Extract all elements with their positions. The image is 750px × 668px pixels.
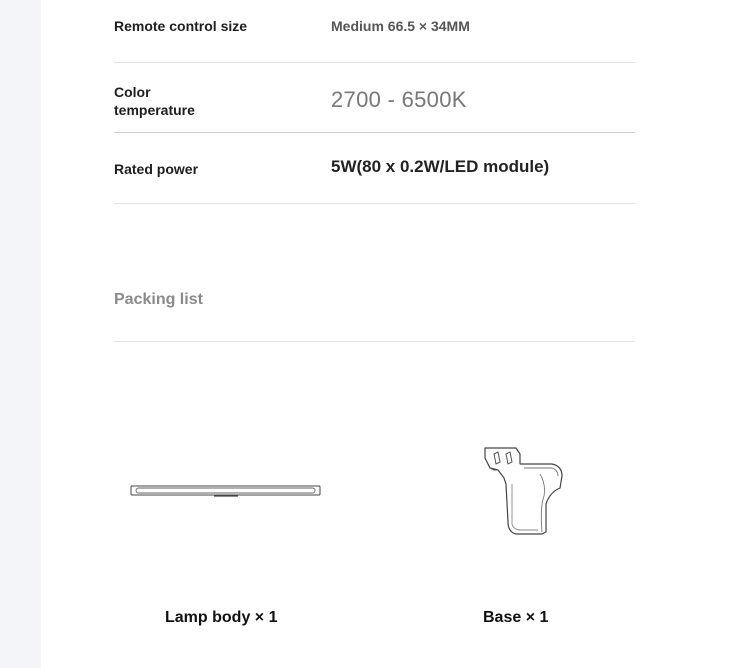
section-divider	[114, 341, 635, 342]
spec-row-color-temperature	[114, 63, 635, 133]
spec-value: Medium 66.5 × 34MM	[331, 18, 470, 34]
spec-label: Rated power	[114, 161, 199, 177]
packing-item-lamp-body: Lamp body × 1	[165, 609, 278, 626]
spec-label: Remote control size	[114, 18, 248, 34]
lamp-bar-icon	[130, 484, 322, 500]
spec-table	[114, 0, 635, 308]
packing-item-base: Base × 1	[483, 609, 549, 626]
spec-row-rated-power	[114, 133, 635, 204]
spec-value: 2700 - 6500K	[331, 87, 467, 112]
packing-list-title: Packing list	[114, 291, 203, 308]
left-margin-strip	[0, 0, 41, 668]
clip-base-icon	[480, 444, 566, 538]
spec-row-remote-size	[114, 0, 635, 63]
spec-value: 5W(80 x 0.2W/LED module)	[331, 157, 550, 176]
spec-label: Color temperature	[114, 84, 195, 118]
